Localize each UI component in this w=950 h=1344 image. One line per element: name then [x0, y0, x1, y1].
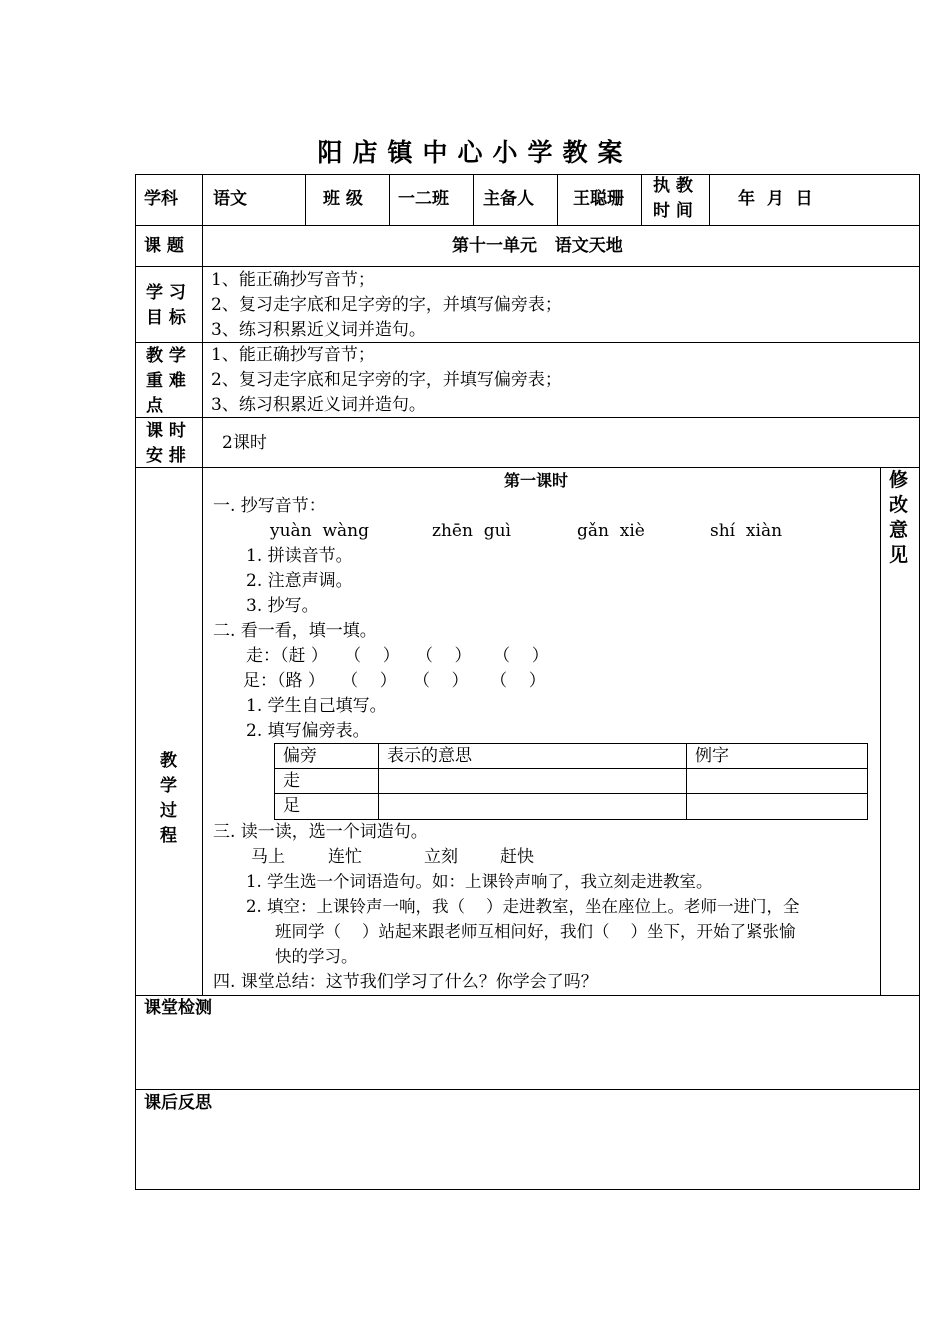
date-field: 年 月 日 [738, 189, 813, 209]
revise-label-char: 意 [889, 519, 909, 541]
class-value: 一二班 [398, 189, 449, 209]
radical-cell: 足 [283, 796, 300, 816]
word-option: 立刻 [424, 847, 458, 867]
list-item-continuation: 快的学习。 [275, 947, 358, 966]
reflect-label: 课后反思 [144, 1093, 212, 1113]
schedule-label-line2: 安 排 [146, 446, 186, 466]
radical-header: 偏旁 [283, 746, 317, 766]
goals-label-line1: 学 习 [146, 283, 186, 303]
keypoints-label-line2: 重 难 [146, 371, 186, 391]
list-item: 2. 填写偏旁表。 [246, 721, 370, 741]
revise-label-char: 改 [889, 494, 909, 516]
list-item: 1. 学生选一个词语造句。如：上课铃声响了，我立刻走进教室。 [246, 872, 713, 891]
list-item: 3. 抄写。 [246, 596, 319, 616]
list-item: 1. 学生自己填写。 [246, 696, 387, 716]
section-heading: 一. 抄写音节： [213, 496, 326, 516]
revise-label-char: 修 [889, 469, 909, 491]
subject-label: 学科 [144, 189, 178, 209]
section-heading: 三. 读一读，选一个词造句。 [213, 822, 428, 842]
process-label-char: 教 [160, 751, 177, 771]
fill-row-zou: 走：（赶 ） （ ） （ ） （ ） [246, 646, 549, 666]
keypoint-item: 3、练习积累近义词并造句。 [211, 395, 426, 415]
pinyin-word: zhēn guì [432, 521, 511, 541]
radical-header: 例字 [695, 746, 729, 766]
process-label-char: 程 [160, 826, 177, 846]
goals-label-line2: 目 标 [146, 308, 186, 328]
keypoints-label-line3: 点 [146, 396, 163, 416]
revise-label-char: 见 [889, 544, 909, 566]
goal-item: 3、练习积累近义词并造句。 [211, 320, 426, 340]
keypoints-label-line1: 教 学 [146, 346, 186, 366]
time-label-line1: 执 教 [653, 176, 693, 196]
time-label-line2: 时 间 [653, 201, 693, 221]
radical-header: 表示的意思 [387, 746, 472, 766]
word-option: 马上 [251, 847, 285, 867]
list-item: 2. 填空：上课铃声一响，我（ ）走进教室，坐在座位上。老师一进门，全 [246, 897, 800, 916]
list-item-continuation: 班同学（ ）站起来跟老师互相问好，我们（ ）坐下，开始了紧张愉 [275, 922, 796, 941]
pinyin-word: gǎn xiè [577, 521, 645, 541]
word-option: 赶快 [500, 847, 534, 867]
check-label: 课堂检测 [144, 998, 212, 1018]
page-title: 阳店镇中心小学教案 [317, 138, 633, 167]
topic-value: 第十一单元 语文天地 [452, 236, 623, 256]
pinyin-word: yuàn wàng [270, 521, 369, 541]
section-heading: 四. 课堂总结：这节我们学习了什么？你学会了吗？ [213, 972, 598, 992]
list-item: 1. 拼读音节。 [246, 546, 353, 566]
pinyin-word: shí xiàn [710, 521, 783, 541]
section-heading: 二. 看一看，填一填。 [213, 621, 377, 641]
goal-item: 2、复习走字底和足字旁的字，并填写偏旁表； [211, 295, 562, 315]
preparer-label: 主备人 [483, 189, 534, 209]
keypoint-item: 2、复习走字底和足字旁的字，并填写偏旁表； [211, 370, 562, 390]
word-option: 连忙 [328, 847, 362, 867]
goal-item: 1、能正确抄写音节； [211, 270, 375, 290]
fill-row-zu: 足：（路 ） （ ） （ ） （ ） [243, 671, 546, 691]
list-item: 2. 注意声调。 [246, 571, 353, 591]
radical-cell: 走 [283, 771, 300, 791]
subject-value: 语文 [213, 189, 247, 209]
preparer-value: 王聪珊 [573, 189, 624, 209]
process-label-char: 过 [160, 801, 177, 821]
keypoint-item: 1、能正确抄写音节； [211, 345, 375, 365]
lesson-title: 第一课时 [504, 471, 569, 490]
process-label-char: 学 [160, 776, 177, 796]
topic-label: 课 题 [144, 236, 184, 256]
schedule-value: 2课时 [222, 433, 267, 453]
schedule-label-line1: 课 时 [146, 421, 186, 441]
class-label: 班 级 [323, 189, 363, 209]
